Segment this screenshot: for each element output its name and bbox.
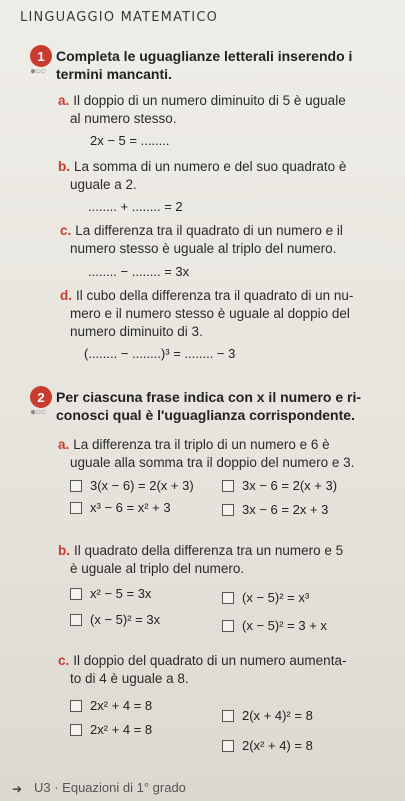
exercise-2-instruction-line1: Per ciascuna frase indica con x il numero e ri- bbox=[56, 389, 362, 405]
ex2-a-option-4[interactable]: 3x − 6 = 2x + 3 bbox=[222, 502, 328, 517]
ex1-item-b-line1: b. La somma di un numero e del suo quadrato è bbox=[58, 159, 347, 174]
ex1-item-d-equation: (........ − ........)³ = ........ − 3 bbox=[84, 346, 236, 361]
section-header: LINGUAGGIO MATEMATICO bbox=[20, 10, 219, 25]
ex2-b-option-3[interactable]: (x − 5)² = 3x bbox=[70, 612, 160, 627]
difficulty-dots-icon: ●○○ bbox=[30, 407, 46, 418]
ex1-item-c-line1: c. La differenza tra il quadrato di un numero e il bbox=[60, 223, 343, 238]
checkbox[interactable] bbox=[70, 502, 82, 514]
ex2-item-b-line1: b. Il quadrato della differenza tra un numero e 5 bbox=[58, 543, 344, 558]
checkbox[interactable] bbox=[222, 620, 234, 632]
ex2-item-c-line1: c. Il doppio del quadrato di un numero aumenta- bbox=[58, 653, 347, 668]
checkbox[interactable] bbox=[70, 480, 82, 492]
ex1-item-c-line2: numero stesso è uguale al triplo del numero. bbox=[70, 241, 337, 256]
checkbox[interactable] bbox=[222, 504, 234, 516]
checkbox[interactable] bbox=[70, 700, 82, 712]
ex2-b-option-2[interactable]: (x − 5)² = x³ bbox=[222, 590, 309, 605]
exercise-1-badge: 1 bbox=[30, 45, 52, 67]
exercise-2-instruction-line2: conosci qual è l'uguaglianza corrispondente. bbox=[56, 407, 355, 423]
ex1-item-b-equation: ........ + ........ = 2 bbox=[88, 199, 183, 214]
checkbox[interactable] bbox=[222, 710, 234, 722]
ex1-item-a-line2: al numero stesso. bbox=[70, 111, 177, 126]
ex2-b-option-1[interactable]: x² − 5 = 3x bbox=[70, 586, 151, 601]
ex1-item-a-line1: a. Il doppio di un numero diminuito di 5 è uguale bbox=[58, 93, 346, 108]
ex2-item-b-line2: è uguale al triplo del numero. bbox=[70, 561, 245, 576]
ex2-c-option-2[interactable]: 2(x + 4)² = 8 bbox=[222, 708, 313, 723]
ex2-item-c-line2: to di 4 è uguale a 8. bbox=[70, 671, 189, 686]
ex2-item-a-line2: uguale alla somma tra il doppio del numero e 3. bbox=[70, 455, 355, 470]
difficulty-dots-icon: ●○○ bbox=[30, 66, 46, 77]
ex1-item-a-equation: 2x − 5 = ........ bbox=[90, 133, 170, 148]
ex2-a-option-3[interactable]: x³ − 6 = x² + 3 bbox=[70, 500, 171, 515]
exercise-2-badge: 2 bbox=[30, 386, 52, 408]
checkbox[interactable] bbox=[222, 740, 234, 752]
ex1-item-d-line3: numero diminuito di 3. bbox=[70, 324, 203, 339]
ex2-c-option-3[interactable]: 2x² + 4 = 8 bbox=[70, 722, 152, 737]
ex1-item-b-line2: uguale a 2. bbox=[70, 177, 137, 192]
ex2-a-option-1[interactable]: 3(x − 6) = 2(x + 3) bbox=[70, 478, 194, 493]
footer-chapter-title: U3 · Equazioni di 1° grado bbox=[34, 780, 186, 795]
item-letter: a. bbox=[58, 93, 70, 108]
arrow-right-icon: ➜ bbox=[12, 782, 23, 796]
ex1-item-d-line1: d. Il cubo della differenza tra il quadrato di un nu- bbox=[60, 288, 354, 303]
ex2-b-option-4[interactable]: (x − 5)² = 3 + x bbox=[222, 618, 327, 633]
checkbox[interactable] bbox=[222, 592, 234, 604]
ex2-c-option-4[interactable]: 2(x² + 4) = 8 bbox=[222, 738, 313, 753]
checkbox[interactable] bbox=[222, 480, 234, 492]
ex2-item-a-line1: a. La differenza tra il triplo di un numero e 6 è bbox=[58, 437, 330, 452]
ex1-item-c-equation: ........ − ........ = 3x bbox=[88, 264, 190, 279]
checkbox[interactable] bbox=[70, 724, 82, 736]
checkbox[interactable] bbox=[70, 588, 82, 600]
ex2-c-option-1[interactable]: 2x² + 4 = 8 bbox=[70, 698, 152, 713]
exercise-1-instruction-line2: termini mancanti. bbox=[56, 66, 172, 82]
exercise-1-instruction-line1: Completa le uguaglianze letterali inserendo i bbox=[56, 48, 353, 64]
checkbox[interactable] bbox=[70, 614, 82, 626]
ex2-a-option-2[interactable]: 3x − 6 = 2(x + 3) bbox=[222, 478, 337, 493]
ex1-item-d-line2: mero e il numero stesso è uguale al doppio del bbox=[70, 306, 350, 321]
